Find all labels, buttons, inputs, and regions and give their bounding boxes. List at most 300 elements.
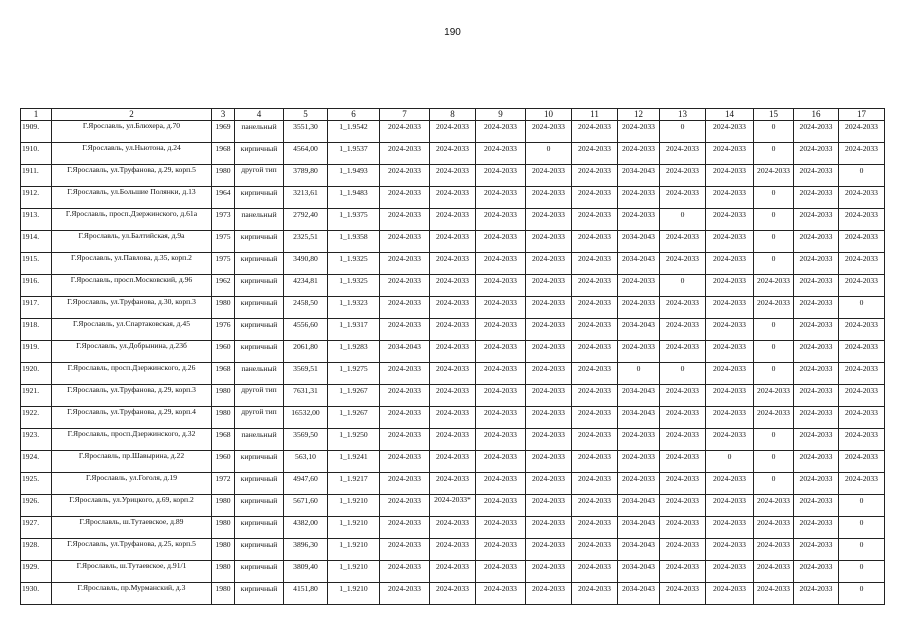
work-period-cell-15: 2024-2033: [754, 385, 794, 407]
work-period-cell-17: 2024-2033: [839, 385, 885, 407]
work-period-cell-17: 2024-2033: [839, 319, 885, 341]
work-period-cell-9: 2024-2033: [476, 517, 526, 539]
work-period-cell-9: 2024-2033: [476, 429, 526, 451]
work-period-cell-16: 2024-2033: [794, 297, 839, 319]
work-period-cell-14: 2024-2033: [706, 385, 754, 407]
column-header-10: 10: [526, 109, 572, 121]
year-built-cell: 1980: [212, 165, 235, 187]
building-code-cell: 1_1.9323: [328, 297, 380, 319]
wall-material-cell: кирпичный: [235, 253, 284, 275]
work-period-cell-13: 2024-2033: [660, 583, 706, 605]
work-period-cell-11: 2024-2033: [572, 429, 618, 451]
work-period-cell-15: 0: [754, 253, 794, 275]
work-period-cell-7: 2034-2043: [380, 341, 430, 363]
table-row: [21, 121, 885, 143]
building-code-cell: 1_1.9483: [328, 187, 380, 209]
address-cell: Г.Ярославль, ул.Павлова, д.35, корп.2: [52, 253, 212, 275]
work-period-cell-16: 2024-2033: [794, 209, 839, 231]
year-built-cell: 1976: [212, 319, 235, 341]
table-row: [21, 231, 885, 253]
work-period-cell-16: 2024-2033: [794, 385, 839, 407]
wall-material-cell: кирпичный: [235, 275, 284, 297]
work-period-cell-12: 2024-2033: [618, 473, 660, 495]
work-period-cell-15: 0: [754, 341, 794, 363]
work-period-cell-9: 2024-2033: [476, 385, 526, 407]
work-period-cell-8: 2024-2033: [430, 297, 476, 319]
work-period-cell-15: 2024-2033: [754, 495, 794, 517]
work-period-cell-16: 2024-2033: [794, 187, 839, 209]
column-header-11: 11: [572, 109, 618, 121]
row-number-cell: 1921.: [21, 385, 52, 407]
address-cell: Г.Ярославль, ш.Тутаевское, д.89: [52, 517, 212, 539]
wall-material-cell: кирпичный: [235, 451, 284, 473]
work-period-cell-16: 2024-2033: [794, 539, 839, 561]
work-period-cell-7: 2024-2033: [380, 165, 430, 187]
work-period-cell-9: 2024-2033: [476, 187, 526, 209]
wall-material-cell: кирпичный: [235, 231, 284, 253]
building-code-cell: 1_1.9267: [328, 385, 380, 407]
column-header-1: 1: [21, 109, 52, 121]
work-period-cell-7: 2024-2033: [380, 121, 430, 143]
work-period-cell-13: 2024-2033: [660, 429, 706, 451]
address-cell: Г.Ярославль, ул.Ньютона, д.24: [52, 143, 212, 165]
building-code-cell: 1_1.9325: [328, 275, 380, 297]
work-period-cell-8: 2024-2033: [430, 121, 476, 143]
column-header-12: 12: [618, 109, 660, 121]
work-period-cell-12: 2034-2043: [618, 385, 660, 407]
row-number-cell: 1920.: [21, 363, 52, 385]
table-row: [21, 319, 885, 341]
table-row: [21, 275, 885, 297]
address-cell: Г.Ярославль, пр.Мурманский, д.3: [52, 583, 212, 605]
building-code-cell: 1_1.9210: [328, 539, 380, 561]
work-period-cell-17: 0: [839, 297, 885, 319]
table-row: [21, 385, 885, 407]
work-period-cell-12: 2034-2043: [618, 539, 660, 561]
wall-material-cell: кирпичный: [235, 143, 284, 165]
wall-material-cell: кирпичный: [235, 495, 284, 517]
work-period-cell-12: 0: [618, 363, 660, 385]
work-period-cell-9: 2024-2033: [476, 319, 526, 341]
building-code-cell: 1_1.9542: [328, 121, 380, 143]
work-period-cell-16: 2024-2033: [794, 473, 839, 495]
work-period-cell-11: 2024-2033: [572, 451, 618, 473]
work-period-cell-8: 2024-2033: [430, 429, 476, 451]
work-period-cell-10: 2024-2033: [526, 275, 572, 297]
work-period-cell-8: 2024-2033: [430, 539, 476, 561]
work-period-cell-14: 2024-2033: [706, 231, 754, 253]
page-number: 190: [444, 27, 461, 38]
wall-material-cell: кирпичный: [235, 583, 284, 605]
work-period-cell-17: 2024-2033: [839, 363, 885, 385]
area-cell: 3569,51: [284, 363, 328, 385]
work-period-cell-9: 2024-2033: [476, 275, 526, 297]
work-period-cell-12: 2034-2043: [618, 165, 660, 187]
work-period-cell-15: 0: [754, 143, 794, 165]
work-period-cell-17: 2024-2033: [839, 209, 885, 231]
work-period-cell-13: 0: [660, 209, 706, 231]
work-period-cell-11: 2024-2033: [572, 253, 618, 275]
wall-material-cell: панельный: [235, 429, 284, 451]
building-code-cell: 1_1.9210: [328, 495, 380, 517]
table-row: [21, 165, 885, 187]
work-period-cell-7: 2024-2033: [380, 385, 430, 407]
address-cell: Г.Ярославль, ул.Спартаковская, д.45: [52, 319, 212, 341]
work-period-cell-13: 2024-2033: [660, 451, 706, 473]
wall-material-cell: другой тип: [235, 385, 284, 407]
row-number-cell: 1918.: [21, 319, 52, 341]
work-period-cell-11: 2024-2033: [572, 231, 618, 253]
wall-material-cell: панельный: [235, 121, 284, 143]
year-built-cell: 1980: [212, 407, 235, 429]
wall-material-cell: другой тип: [235, 407, 284, 429]
area-cell: 2458,50: [284, 297, 328, 319]
row-number-cell: 1919.: [21, 341, 52, 363]
work-period-cell-17: 2024-2033: [839, 275, 885, 297]
work-period-cell-13: 2024-2033: [660, 517, 706, 539]
work-period-cell-9: 2024-2033: [476, 165, 526, 187]
work-period-cell-11: 2024-2033: [572, 275, 618, 297]
work-period-cell-17: 2024-2033: [839, 187, 885, 209]
work-period-cell-12: 2034-2043: [618, 561, 660, 583]
work-period-cell-12: 2034-2043: [618, 495, 660, 517]
row-number-cell: 1909.: [21, 121, 52, 143]
work-period-cell-16: 2024-2033: [794, 253, 839, 275]
year-built-cell: 1980: [212, 539, 235, 561]
work-period-cell-16: 2024-2033: [794, 319, 839, 341]
work-period-cell-11: 2024-2033: [572, 341, 618, 363]
work-period-cell-8: 2024-2033: [430, 561, 476, 583]
work-period-cell-15: 0: [754, 231, 794, 253]
work-period-cell-14: 2024-2033: [706, 187, 754, 209]
work-period-cell-15: 0: [754, 319, 794, 341]
wall-material-cell: кирпичный: [235, 341, 284, 363]
work-period-cell-15: 2024-2033: [754, 275, 794, 297]
column-header-14: 14: [706, 109, 754, 121]
work-period-cell-11: 2024-2033: [572, 473, 618, 495]
work-period-cell-9: 2024-2033: [476, 341, 526, 363]
work-period-cell-7: 2024-2033: [380, 495, 430, 517]
work-period-cell-10: 2024-2033: [526, 209, 572, 231]
work-period-cell-9: 2024-2033: [476, 495, 526, 517]
work-period-cell-11: 2024-2033: [572, 363, 618, 385]
work-period-cell-10: 2024-2033: [526, 539, 572, 561]
row-number-cell: 1928.: [21, 539, 52, 561]
work-period-cell-10: 2024-2033: [526, 495, 572, 517]
area-cell: 563,10: [284, 451, 328, 473]
work-period-cell-14: 2024-2033: [706, 539, 754, 561]
work-period-cell-16: 2024-2033: [794, 451, 839, 473]
work-period-cell-15: 2024-2033: [754, 165, 794, 187]
work-period-cell-9: 2024-2033: [476, 121, 526, 143]
work-period-cell-16: 2024-2033: [794, 407, 839, 429]
work-period-cell-14: 2024-2033: [706, 407, 754, 429]
address-cell: Г.Ярославль, ул.Труфанова, д.25, корп.5: [52, 539, 212, 561]
work-period-cell-14: 2024-2033: [706, 297, 754, 319]
work-period-cell-12: 2024-2033: [618, 121, 660, 143]
row-number-cell: 1930.: [21, 583, 52, 605]
year-built-cell: 1968: [212, 143, 235, 165]
row-number-cell: 1926.: [21, 495, 52, 517]
column-header-3: 3: [212, 109, 235, 121]
work-period-cell-8: 2024-2033: [430, 253, 476, 275]
row-number-cell: 1929.: [21, 561, 52, 583]
area-cell: 7631,31: [284, 385, 328, 407]
building-code-cell: 1_1.9375: [328, 209, 380, 231]
work-period-cell-17: 2024-2033: [839, 143, 885, 165]
building-code-cell: 1_1.9317: [328, 319, 380, 341]
address-cell: Г.Ярославль, просп.Московский, д.96: [52, 275, 212, 297]
address-cell: Г.Ярославль, ул.Добрынина, д.23б: [52, 341, 212, 363]
work-period-cell-9: 2024-2033: [476, 297, 526, 319]
row-number-cell: 1923.: [21, 429, 52, 451]
address-cell: Г.Ярославль, ул.Труфанова, д.30, корп.3: [52, 297, 212, 319]
work-period-cell-12: 2034-2043: [618, 253, 660, 275]
address-cell: Г.Ярославль, ул.Гоголя, д.19: [52, 473, 212, 495]
work-period-cell-12: 2034-2043: [618, 583, 660, 605]
area-cell: 16532,00: [284, 407, 328, 429]
work-period-cell-16: 2024-2033: [794, 165, 839, 187]
wall-material-cell: кирпичный: [235, 517, 284, 539]
column-header-5: 5: [284, 109, 328, 121]
work-period-cell-15: 0: [754, 209, 794, 231]
work-period-cell-12: 2024-2033: [618, 429, 660, 451]
wall-material-cell: кирпичный: [235, 539, 284, 561]
area-cell: 3490,80: [284, 253, 328, 275]
work-period-cell-10: 2024-2033: [526, 341, 572, 363]
work-period-cell-13: 2024-2033: [660, 407, 706, 429]
row-number-cell: 1915.: [21, 253, 52, 275]
work-period-cell-7: 2024-2033: [380, 253, 430, 275]
work-period-cell-16: 2024-2033: [794, 275, 839, 297]
work-period-cell-11: 2024-2033: [572, 121, 618, 143]
wall-material-cell: панельный: [235, 363, 284, 385]
row-number-cell: 1927.: [21, 517, 52, 539]
work-period-cell-7: 2024-2033: [380, 583, 430, 605]
work-period-cell-11: 2024-2033: [572, 319, 618, 341]
work-period-cell-13: 2024-2033: [660, 297, 706, 319]
row-number-cell: 1917.: [21, 297, 52, 319]
address-cell: Г.Ярославль, просп.Дзержинского, д.61а: [52, 209, 212, 231]
address-cell: Г.Ярославль, ул.Урицкого, д.69, корп.2: [52, 495, 212, 517]
building-code-cell: 1_1.9537: [328, 143, 380, 165]
year-built-cell: 1960: [212, 451, 235, 473]
work-period-cell-7: 2024-2033: [380, 143, 430, 165]
year-built-cell: 1973: [212, 209, 235, 231]
area-cell: 3213,61: [284, 187, 328, 209]
table-row: [21, 451, 885, 473]
work-period-cell-12: 2024-2033: [618, 209, 660, 231]
work-period-cell-11: 2024-2033: [572, 583, 618, 605]
work-period-cell-14: 2024-2033: [706, 253, 754, 275]
work-period-cell-12: 2034-2043: [618, 407, 660, 429]
work-period-cell-13: 2024-2033: [660, 165, 706, 187]
work-period-cell-17: 0: [839, 517, 885, 539]
work-period-cell-12: 2024-2033: [618, 143, 660, 165]
row-number-cell: 1910.: [21, 143, 52, 165]
work-period-cell-9: 2024-2033: [476, 363, 526, 385]
work-period-cell-8: 2024-2033: [430, 143, 476, 165]
work-period-cell-16: 2024-2033: [794, 583, 839, 605]
area-cell: 2792,40: [284, 209, 328, 231]
column-header-2: 2: [52, 109, 212, 121]
work-period-cell-12: 2024-2033: [618, 341, 660, 363]
work-period-cell-17: 0: [839, 583, 885, 605]
year-built-cell: 1980: [212, 583, 235, 605]
year-built-cell: 1980: [212, 297, 235, 319]
work-period-cell-11: 2024-2033: [572, 407, 618, 429]
housing-register-table: [20, 108, 885, 605]
work-period-cell-12: 2034-2043: [618, 319, 660, 341]
work-period-cell-14: 2024-2033: [706, 517, 754, 539]
year-built-cell: 1980: [212, 385, 235, 407]
work-period-cell-8: 2024-2033: [430, 231, 476, 253]
work-period-cell-13: 0: [660, 275, 706, 297]
work-period-cell-16: 2024-2033: [794, 143, 839, 165]
year-built-cell: 1968: [212, 363, 235, 385]
work-period-cell-11: 2024-2033: [572, 187, 618, 209]
work-period-cell-11: 2024-2033: [572, 209, 618, 231]
work-period-cell-15: 0: [754, 451, 794, 473]
wall-material-cell: панельный: [235, 209, 284, 231]
building-code-cell: 1_1.9241: [328, 451, 380, 473]
table-row: [21, 253, 885, 275]
work-period-cell-7: 2024-2033: [380, 231, 430, 253]
work-period-cell-10: 2024-2033: [526, 253, 572, 275]
work-period-cell-9: 2024-2033: [476, 451, 526, 473]
work-period-cell-17: 2024-2033: [839, 231, 885, 253]
work-period-cell-11: 2024-2033: [572, 539, 618, 561]
work-period-cell-10: 2024-2033: [526, 429, 572, 451]
work-period-cell-8: 2024-2033*: [430, 495, 476, 517]
work-period-cell-17: 2024-2033: [839, 253, 885, 275]
address-cell: Г.Ярославль, ш.Тутаевское, д.91/1: [52, 561, 212, 583]
address-cell: Г.Ярославль, пр.Шавырина, д.22: [52, 451, 212, 473]
work-period-cell-17: 0: [839, 561, 885, 583]
work-period-cell-8: 2024-2033: [430, 165, 476, 187]
work-period-cell-13: 2024-2033: [660, 385, 706, 407]
table-row: [21, 429, 885, 451]
year-built-cell: 1960: [212, 341, 235, 363]
year-built-cell: 1975: [212, 231, 235, 253]
work-period-cell-10: 2024-2033: [526, 297, 572, 319]
work-period-cell-10: 2024-2033: [526, 165, 572, 187]
row-number-cell: 1913.: [21, 209, 52, 231]
work-period-cell-14: 2024-2033: [706, 341, 754, 363]
area-cell: 4382,00: [284, 517, 328, 539]
work-period-cell-11: 2024-2033: [572, 495, 618, 517]
work-period-cell-8: 2024-2033: [430, 275, 476, 297]
work-period-cell-10: 2024-2033: [526, 231, 572, 253]
work-period-cell-9: 2024-2033: [476, 209, 526, 231]
work-period-cell-14: 0: [706, 451, 754, 473]
address-cell: Г.Ярославль, ул.Труфанова, д.29, корп.3: [52, 385, 212, 407]
work-period-cell-9: 2024-2033: [476, 583, 526, 605]
work-period-cell-14: 2024-2033: [706, 143, 754, 165]
year-built-cell: 1980: [212, 495, 235, 517]
work-period-cell-8: 2024-2033: [430, 583, 476, 605]
column-header-9: 9: [476, 109, 526, 121]
work-period-cell-11: 2024-2033: [572, 385, 618, 407]
work-period-cell-14: 2024-2033: [706, 473, 754, 495]
work-period-cell-8: 2024-2033: [430, 473, 476, 495]
area-cell: 4556,60: [284, 319, 328, 341]
work-period-cell-13: 2024-2033: [660, 539, 706, 561]
building-code-cell: 1_1.9283: [328, 341, 380, 363]
work-period-cell-7: 2024-2033: [380, 561, 430, 583]
work-period-cell-16: 2024-2033: [794, 341, 839, 363]
table-row: [21, 495, 885, 517]
work-period-cell-12: 2024-2033: [618, 451, 660, 473]
wall-material-cell: кирпичный: [235, 319, 284, 341]
work-period-cell-14: 2024-2033: [706, 583, 754, 605]
work-period-cell-13: 0: [660, 121, 706, 143]
work-period-cell-11: 2024-2033: [572, 143, 618, 165]
work-period-cell-12: 2024-2033: [618, 187, 660, 209]
year-built-cell: 1980: [212, 561, 235, 583]
work-period-cell-12: 2034-2043: [618, 517, 660, 539]
address-cell: Г.Ярославль, ул.Большие Полянки, д.13: [52, 187, 212, 209]
wall-material-cell: другой тип: [235, 165, 284, 187]
row-number-cell: 1911.: [21, 165, 52, 187]
work-period-cell-15: 2024-2033: [754, 407, 794, 429]
work-period-cell-11: 2024-2033: [572, 517, 618, 539]
area-cell: 4564,00: [284, 143, 328, 165]
work-period-cell-17: 2024-2033: [839, 473, 885, 495]
work-period-cell-13: 2024-2033: [660, 253, 706, 275]
work-period-cell-14: 2024-2033: [706, 561, 754, 583]
wall-material-cell: кирпичный: [235, 561, 284, 583]
building-code-cell: 1_1.9250: [328, 429, 380, 451]
area-cell: 4234,81: [284, 275, 328, 297]
year-built-cell: 1972: [212, 473, 235, 495]
work-period-cell-7: 2024-2033: [380, 517, 430, 539]
work-period-cell-16: 2024-2033: [794, 231, 839, 253]
wall-material-cell: кирпичный: [235, 187, 284, 209]
work-period-cell-15: 0: [754, 429, 794, 451]
area-cell: 2325,51: [284, 231, 328, 253]
column-header-7: 7: [380, 109, 430, 121]
work-period-cell-14: 2024-2033: [706, 363, 754, 385]
wall-material-cell: кирпичный: [235, 297, 284, 319]
area-cell: 3809,40: [284, 561, 328, 583]
column-header-13: 13: [660, 109, 706, 121]
building-code-cell: 1_1.9275: [328, 363, 380, 385]
work-period-cell-14: 2024-2033: [706, 429, 754, 451]
work-period-cell-13: 2024-2033: [660, 473, 706, 495]
work-period-cell-13: 2024-2033: [660, 341, 706, 363]
work-period-cell-7: 2024-2033: [380, 429, 430, 451]
work-period-cell-13: 2024-2033: [660, 495, 706, 517]
area-cell: 3551,30: [284, 121, 328, 143]
work-period-cell-16: 2024-2033: [794, 495, 839, 517]
work-period-cell-13: 2024-2033: [660, 561, 706, 583]
work-period-cell-8: 2024-2033: [430, 407, 476, 429]
work-period-cell-15: 0: [754, 187, 794, 209]
work-period-cell-10: 2024-2033: [526, 583, 572, 605]
column-header-17: 17: [839, 109, 885, 121]
work-period-cell-10: 0: [526, 143, 572, 165]
column-header-15: 15: [754, 109, 794, 121]
work-period-cell-17: 0: [839, 165, 885, 187]
work-period-cell-17: 2024-2033: [839, 451, 885, 473]
address-cell: Г.Ярославль, ул.Балтийская, д.9а: [52, 231, 212, 253]
work-period-cell-7: 2024-2033: [380, 187, 430, 209]
table-row: [21, 341, 885, 363]
work-period-cell-9: 2024-2033: [476, 407, 526, 429]
work-period-cell-9: 2024-2033: [476, 539, 526, 561]
row-number-cell: 1916.: [21, 275, 52, 297]
